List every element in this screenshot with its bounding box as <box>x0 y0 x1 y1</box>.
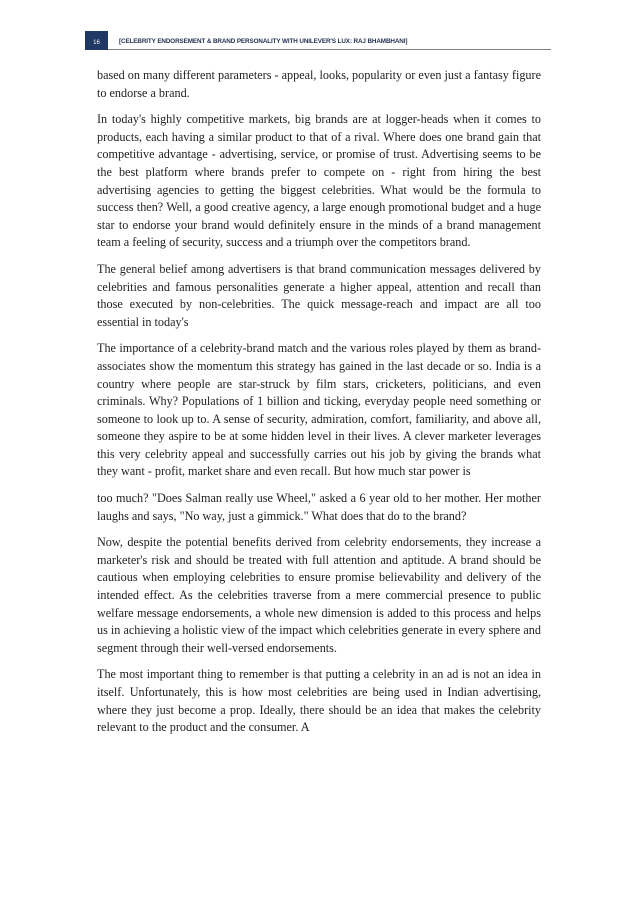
paragraph: Now, despite the potential benefits derived from celebrity endorsements, they increase a marketer's risk and should be treated with full attention and aptitude. A brand should be cautious when employing celebrities to ensure promise believability and delivery of the intended effect. As the celebrities traverse from a mere commercial presence to public welfare message endorsements, a whole new dimension is added to this process and helps us in achieving a holistic view of the impact which celebrities generate in every sphere and segment through their well-versed endorsements. <box>97 535 541 655</box>
page-header <box>85 31 551 51</box>
header-title: [CELEBRITY ENDORSEMENT & BRAND PERSONALITY WITH UNILEVER'S LUX: RAJ BHAMBHANI] <box>119 38 408 45</box>
paragraph: The general belief among advertisers is that brand communication messages delivered by celebrities and famous personalities generate a higher appeal, attention and recall than those executed by non-celebrities. The quick message-reach and impact are all too essential in today's <box>97 261 541 329</box>
header-divider <box>108 49 551 50</box>
paragraph: based on many different parameters - appeal, looks, popularity or even just a fantasy figure to endorse a brand. <box>97 68 541 100</box>
paragraph: too much? "Does Salman really use Wheel," asked a 6 year old to her mother. Her mother laughs and says, "No way, just a gimmick." What does that do to the brand? <box>97 491 541 523</box>
document-body <box>97 67 541 746</box>
page-number: 16 <box>85 31 108 50</box>
paragraph: The importance of a celebrity-brand match and the various roles played by them as brand- associates show the momentum this strategy has gained in the last decade or so. India is a country where people are star-struck by film stars, cricketers, politicians, and even criminals. Why? Populations of 1 billion and ticking, everyday people need something or someone to look up to. A sense of security, admiration, comfort, familiarity, and above all, someone they aspire to be at some hidden level in their lives. A clever marketer leverages this very celebrity appeal and successfully carries out his job by giving the brands what they want - profit, market share and even recall. But how much star power is <box>97 341 541 479</box>
paragraph: The most important thing to remember is that putting a celebrity in an ad is not an idea in itself. Unfortunately, this is how most celebrities are being used in Indian advertising, where they just become a prop. Ideally, there should be an idea that makes the celebrity relevant to the product and the consumer. A <box>97 667 541 735</box>
paragraph: In today's highly competitive markets, big brands are at logger-heads when it comes to products, each having a similar product to that of a rival. Where does one brand gain that competitive advantage - advertising, service, or promise of trust. Advertising seems to be the best platform where brands prefer to compete on - right from hiring the best advertising agencies to getting the biggest celebrities. What would be the formula to success then? Well, a good creative agency, a large enough promotional budget and a huge star to endorse your brand would definitely ensure in the minds of a brand management team a feeling of security, success and a triumph over the competitors brand. <box>97 112 541 250</box>
